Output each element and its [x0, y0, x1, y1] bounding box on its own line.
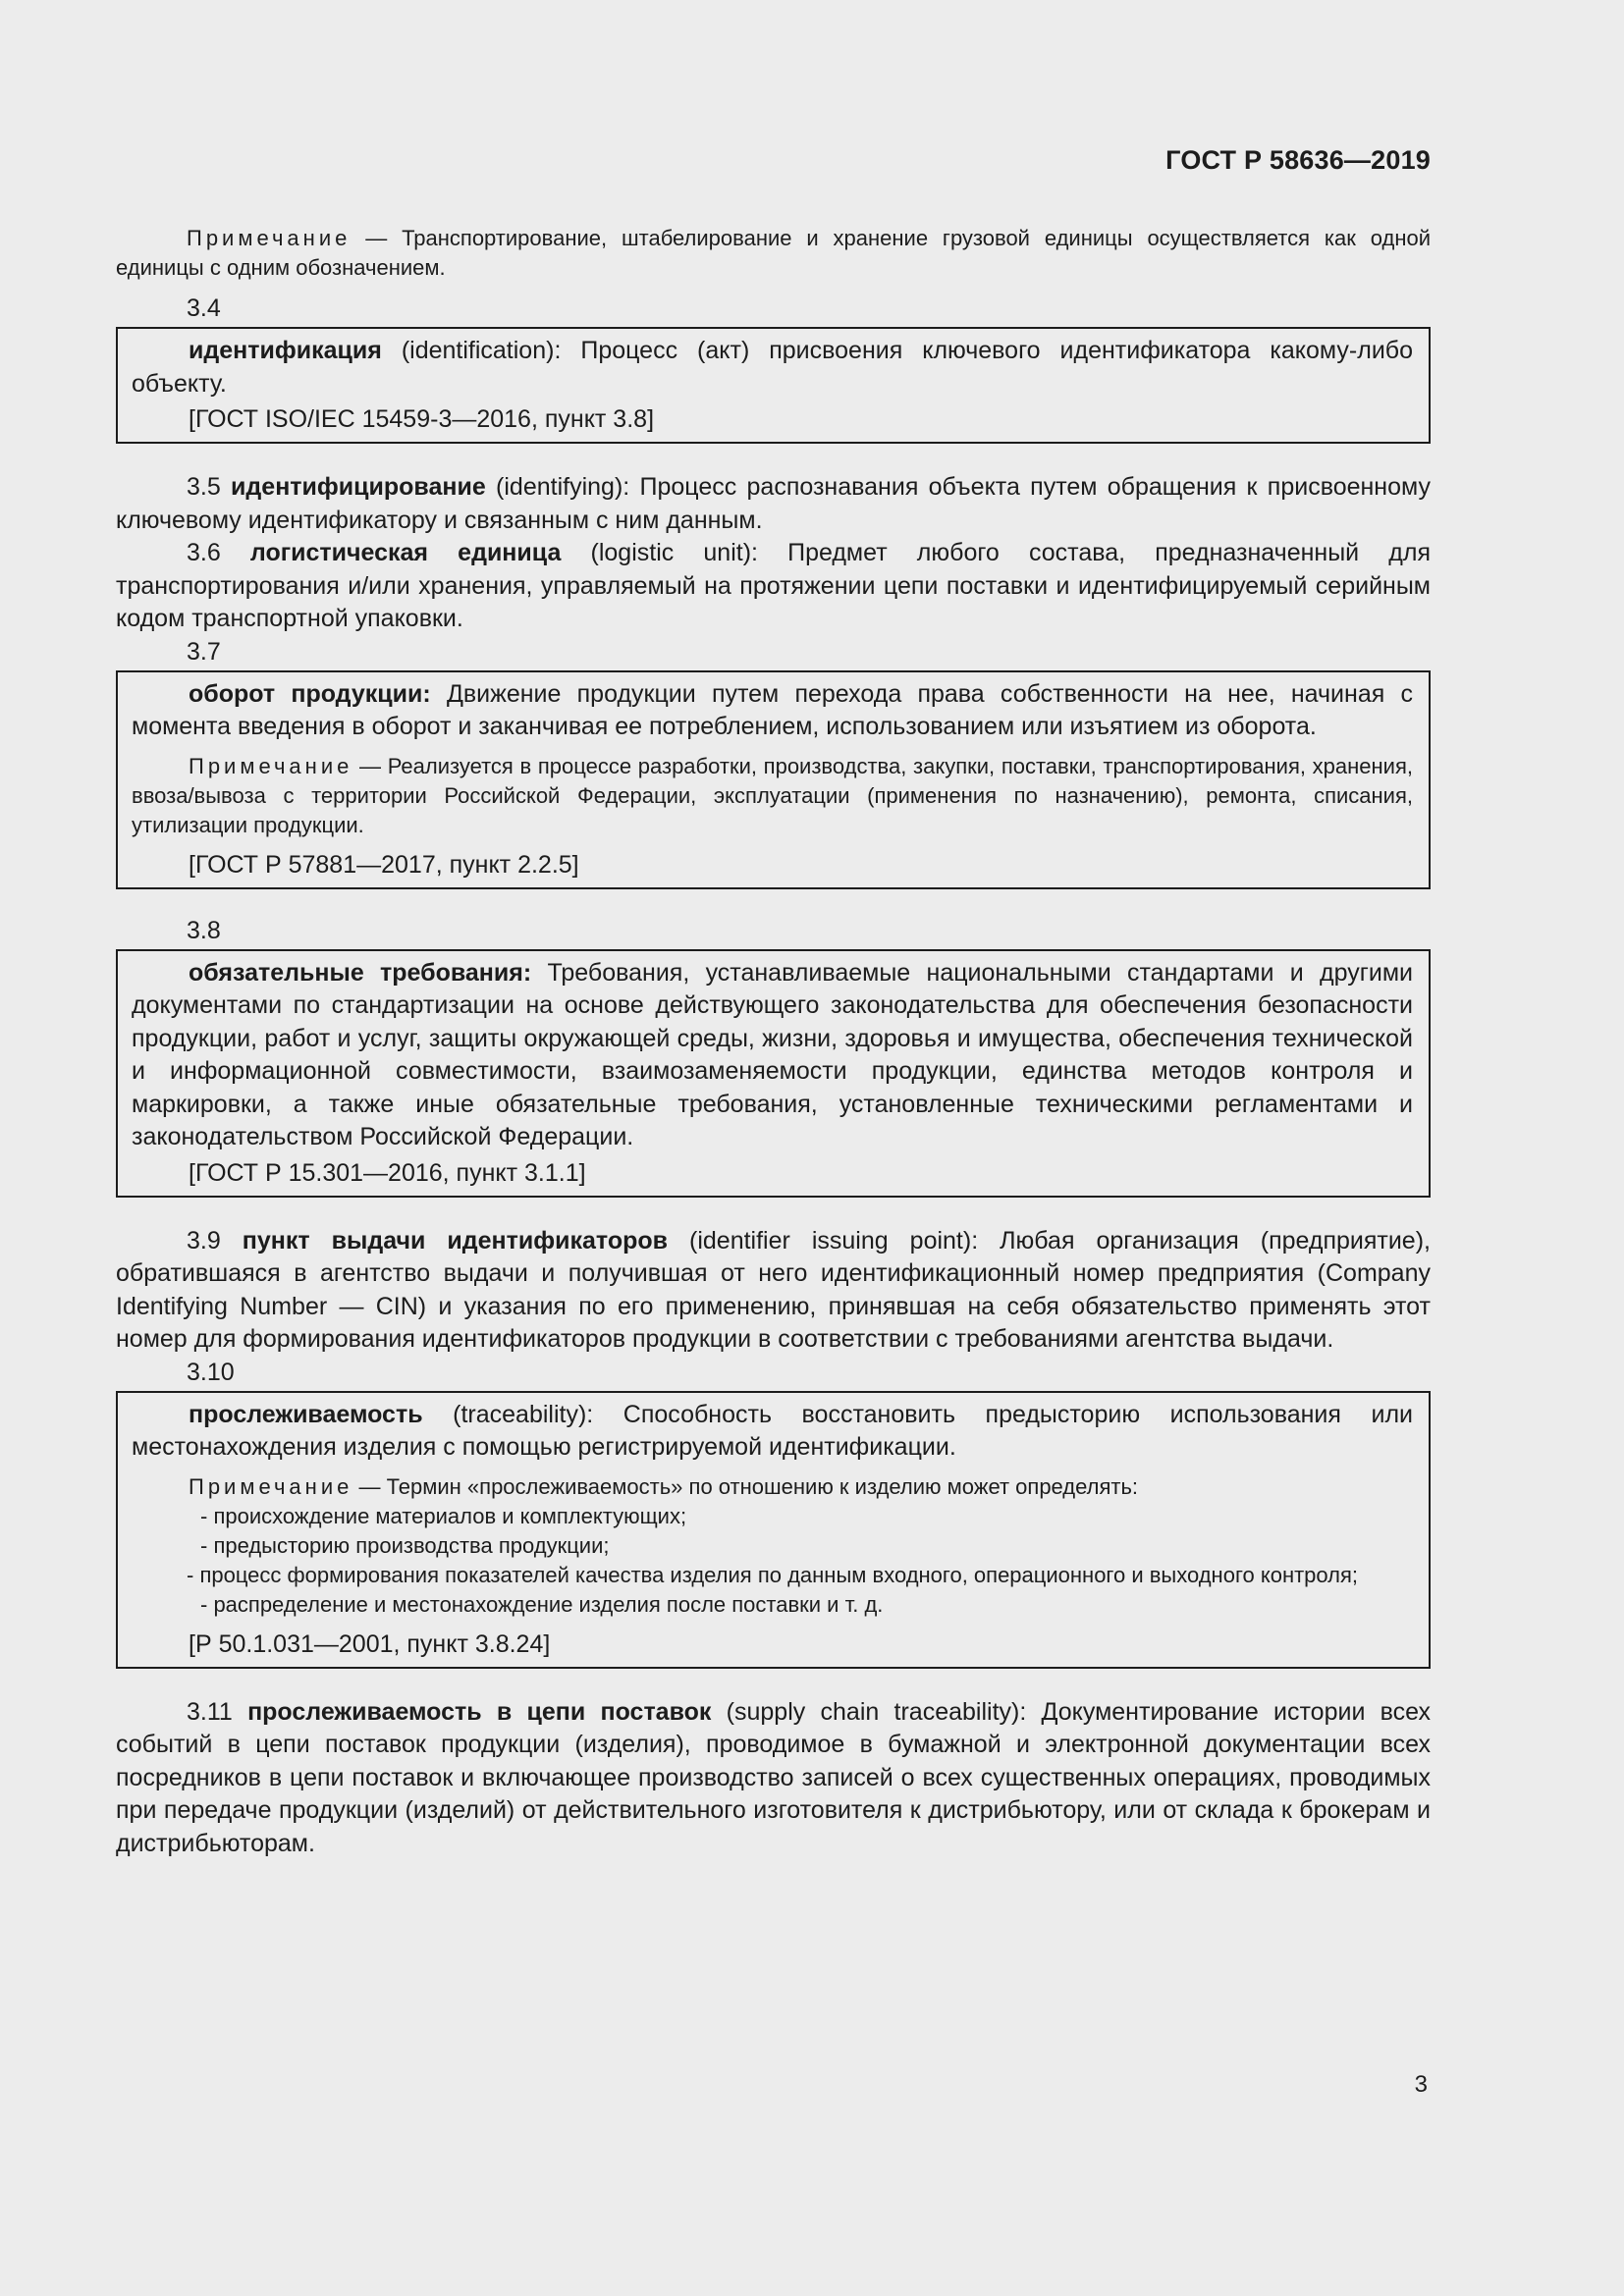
term-text: Движение продукции путем перехода права собственности на нее, начиная с момента введения в оборот и заканчивая ее потреблением, использованием или изъятием из оборота. [132, 679, 1413, 740]
term-text: (traceability): Способность восстановить предысторию использования или местонахождения изделия с помощью регистрируемой идентификации. [132, 1400, 1413, 1461]
section-number: 3.9 [187, 1226, 243, 1255]
term-text: (identifying): Процесс распознавания объекта путем обращения к присвоенному ключевому идентификатору и связанным с ним данным. [116, 473, 1431, 534]
term-definition [132, 957, 1413, 1154]
term-text: (logistic unit): Предмет любого состава, предназначенный для транспортирования и/или хранения, управляемый на протяжении цепи поставки и идентифицируемый серийным кодом транспортной упаковки. [116, 539, 1431, 632]
note-label: Примечание [189, 1473, 353, 1499]
term-3-11 [116, 1696, 1431, 1861]
term-text: Требования, устанавливаемые национальными стандартами и другими документами по стандартизации на основе действующего законодательства для обеспечения безопасности продукции, работ и услуг, защиты окружающей среды, жизни, здоровья и имущества, обеспечения технической и информационной совместимости, взаимозаменяемости продукции, единства методов контроля и маркировки, а также иные обязательные требования, установленные техническими регламентами и законодательством Российской Федерации. [132, 958, 1413, 1150]
page-number: 3 [1414, 2071, 1428, 2098]
note-text: — Реализуется в процессе разработки, производства, закупки, поставки, транспортирования, хранения, ввоза/вывоза с территории Российской Федерации, эксплуатации (применения по назначению), ремонта, списания, утилизации продукции. [132, 753, 1413, 837]
term-name: пункт выдачи идентификаторов [242, 1226, 668, 1255]
note-text: — Термин «прослеживаемость» по отношению к изделию может определять: [352, 1473, 1139, 1499]
term-name: идентификация [189, 337, 382, 364]
list-item: - предысторию производства продукции; [200, 1532, 610, 1558]
page-body [116, 147, 1431, 1860]
term-reference: [ГОСТ Р 15.301—2016, пункт 3.1.1] [189, 1158, 586, 1187]
term-reference: [ГОСТ ISO/IEC 15459-3—2016, пункт 3.8] [189, 405, 655, 433]
section-number: 3.6 [187, 539, 250, 566]
term-text: (supply chain traceability): Документирование истории всех событий в цепи поставок продукции (изделия), проводимое в бумажной и электронной документации всех посредников в цепи поставок и включающее производство записей о всех существенных операциях, проводимых при передаче продукции (изделий) от действительного изготовителя к дистрибьютору, или от склада к брокерам и дистрибьюторам. [116, 1697, 1432, 1857]
term-reference: [Р 50.1.031—2001, пункт 3.8.24] [189, 1629, 551, 1658]
term-3-5 [116, 471, 1431, 537]
note-top [116, 224, 1431, 283]
term-definition [132, 678, 1413, 744]
list-item: - процесс формирования показателей качества изделия по данным входного, операционного и выходного контроля; [187, 1562, 1359, 1587]
section-number-3-7: 3.7 [187, 637, 221, 666]
term-definition [132, 1399, 1413, 1465]
section-number-3-10: 3.10 [187, 1358, 235, 1386]
term-box-3-7 [116, 670, 1431, 889]
note-text: — Транспортирование, штабелирование и хранение грузовой единицы осуществляется как одной единицы с одним обозначением. [116, 226, 1431, 280]
section-number: 3.5 [187, 473, 232, 501]
term-3-6 [116, 537, 1431, 636]
term-name: прослеживаемость в цепи поставок [247, 1697, 712, 1726]
term-text: (identification): Процесс (акт) присвоения ключевого идентификатора какому-либо объекту. [132, 337, 1413, 398]
section-number-3-4: 3.4 [187, 294, 221, 322]
term-box-3-4 [116, 327, 1431, 444]
term-reference: [ГОСТ Р 57881—2017, пункт 2.2.5] [189, 850, 579, 879]
document-code: ГОСТ Р 58636—2019 [1165, 145, 1431, 175]
section-number-3-8: 3.8 [187, 916, 221, 944]
term-name: логистическая единица [249, 539, 562, 566]
list-item: - распределение и местонахождение изделия после поставки и т. д. [200, 1591, 884, 1617]
term-name: оборот продукции: [189, 679, 431, 708]
term-name: идентифицирование [231, 473, 486, 501]
term-name: прослеживаемость [189, 1400, 423, 1428]
term-definition [132, 335, 1413, 400]
term-box-3-8 [116, 949, 1431, 1198]
term-name: обязательные требования: [189, 958, 532, 987]
section-number: 3.11 [187, 1697, 248, 1726]
term-text: (identifier issuing point): Любая организация (предприятие), обратившаяся в агентство выдачи и получившая от него идентификационный номер предприятия (Company Identifying Number — CIN) и указания по его применению, принявшая на себя обязательство применять этот номер для формирования идентификаторов продукции в соответствии с требованиями агентства выдачи. [116, 1226, 1431, 1353]
term-3-9 [116, 1225, 1431, 1357]
term-note [132, 752, 1413, 840]
list-item: - происхождение материалов и комплектующих; [200, 1503, 687, 1528]
note-label: Примечание [189, 753, 353, 778]
term-note [132, 1472, 1413, 1502]
note-label: Примечание [187, 226, 352, 250]
term-box-3-10 [116, 1391, 1431, 1669]
